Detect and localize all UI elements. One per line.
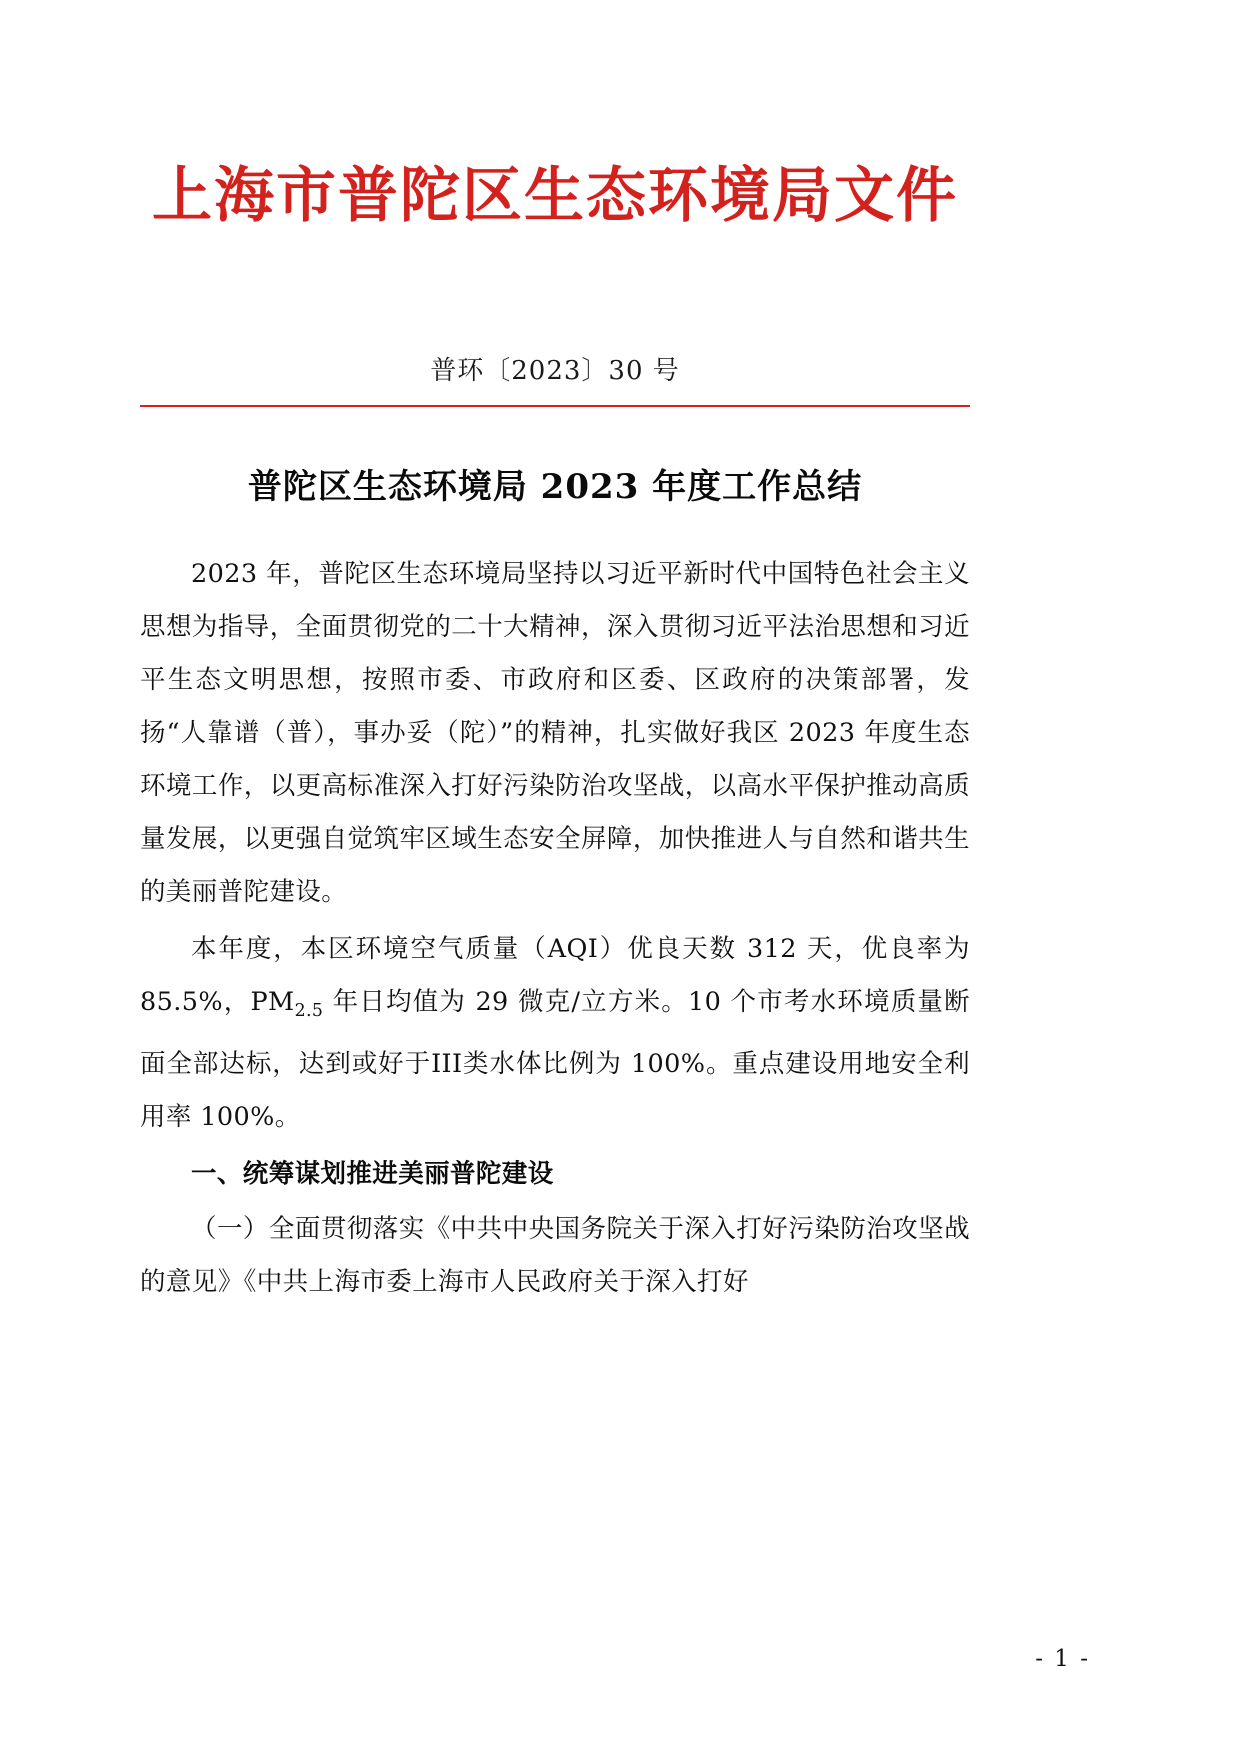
document-title: 普陀区生态环境局 2023 年度工作总结 — [247, 467, 863, 507]
document-content — [140, 0, 970, 1313]
section-heading-1: 一、统筹谋划推进美丽普陀建设 — [191, 1159, 554, 1190]
section-paragraph-1: （一）全面贯彻落实《中共中央国务院关于深入打好污染防治攻坚战的意见》《中共上海市委上海市人民政府关于深入打好 — [140, 1214, 970, 1298]
document-masthead: 上海市普陀区生态环境局文件 — [152, 161, 958, 231]
paragraph-2: 本年度，本区环境空气质量（AQI）优良天数 312 天，优良率为 85.5%，$PM_{2.5}$ 年日均值为 29 微克/立方米。10 个市考水环境质量断面全部达标，达到或好于III类水体比例为 100%。重点建设用地安全利用率 100%。 — [140, 934, 970, 1133]
page-number: - 1 - — [1035, 1646, 1090, 1672]
document-body — [140, 548, 970, 1309]
document-number: 普环〔2023〕30 号 — [430, 356, 680, 386]
paragraph-1: 2023 年，普陀区生态环境局坚持以习近平新时代中国特色社会主义思想为指导，全面贯彻党的二十大精神，深入贯彻习近平法治思想和习近平生态文明思想，按照市委、市政府和区委、区政府的决策部署，发扬“人靠谱（普），事办妥（陀）”的精神，扎实做好我区 2023 年度生态环境工作，以更高标准深入打好污染防治攻坚战，以高水平保护推动高质量发展，以更强自觉筑牢区域生态安全屏障，加快推进人与自然和谐共生的美丽普陀建设。 — [140, 559, 970, 907]
red-divider-rule — [140, 405, 970, 407]
